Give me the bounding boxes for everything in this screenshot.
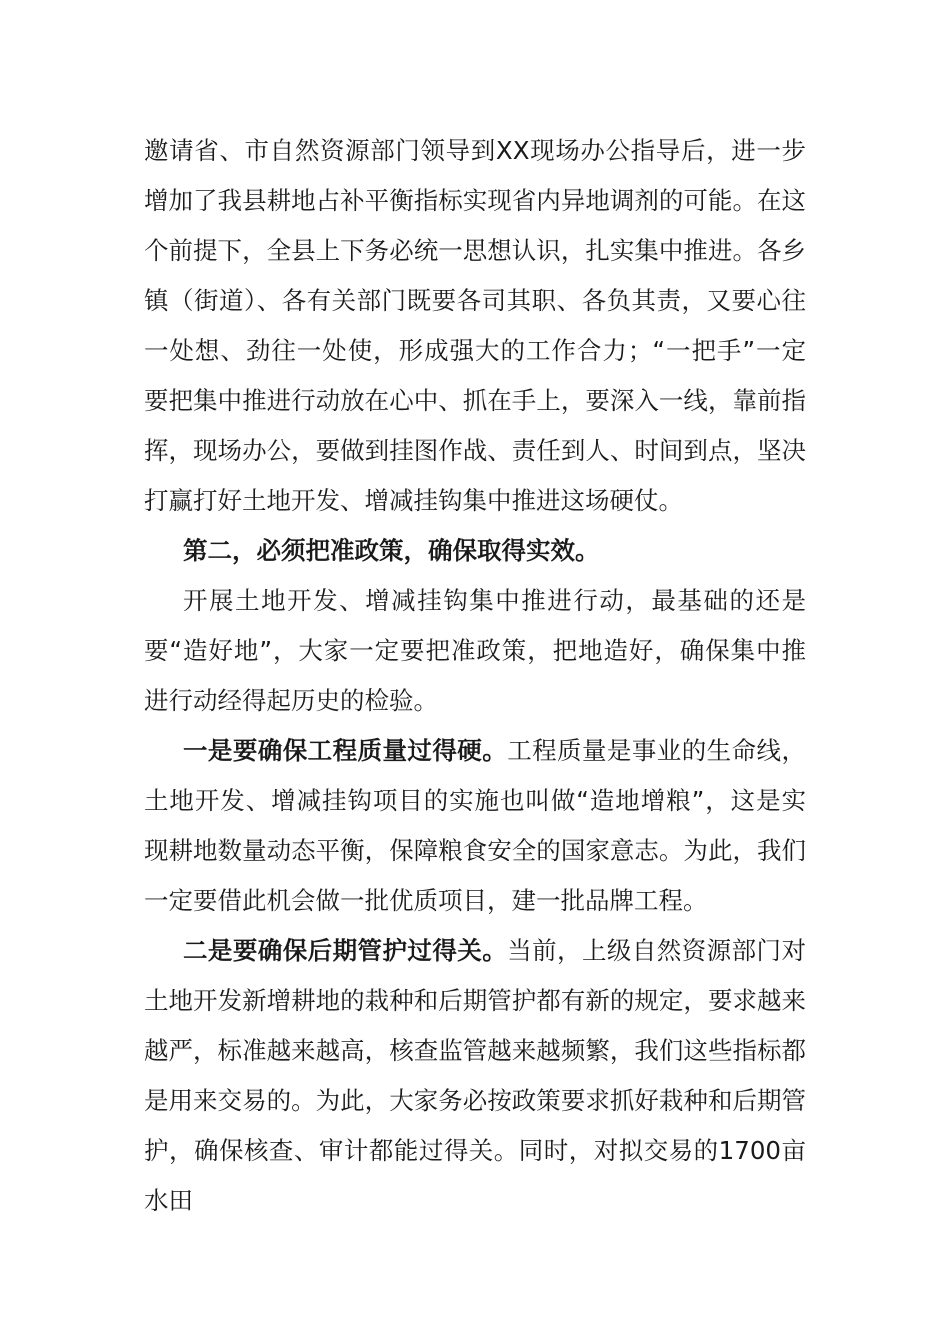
section-heading bbox=[144, 526, 806, 576]
paragraph-1 bbox=[144, 126, 806, 526]
section-heading-text: 第二，必须把准政策，确保取得实效。 bbox=[183, 536, 600, 565]
paragraph-5-text: 当前，上级自然资源部门对土地开发新增耕地的栽种和后期管护都有新的规定，要求越来越严，标准越来越高，核查监管越来越频繁，我们这些指标都是用来交易的。为此，大家务必按政策要求抓好栽种和后期管护，确保核查、审计都能过得关。同时，对拟交易的1700亩水田 bbox=[144, 936, 806, 1215]
paragraph-3-text: 开展土地开发、增减挂钩集中推进行动，最基础的还是要“造好地”，大家一定要把准政策，把地造好，确保集中推进行动经得起历史的检验。 bbox=[144, 586, 806, 715]
paragraph-5 bbox=[144, 926, 806, 1226]
paragraph-5-lead: 二是要确保后期管护过得关。 bbox=[183, 936, 508, 965]
paragraph-1-text: 邀请省、市自然资源部门领导到XX现场办公指导后，进一步增加了我县耕地占补平衡指标实现省内异地调剂的可能。在这个前提下，全县上下务必统一思想认识，扎实集中推进。各乡镇（街道）、各有关部门既要各司其职、各负其责，又要心往一处想、劲往一处使，形成强大的工作合力；“一把手”一定要把集中推进行动放在心中、抓在手上，要深入一线，靠前指挥，现场办公，要做到挂图作战、责任到人、时间到点，坚决打赢打好土地开发、增减挂钩集中推进这场硬仗。 bbox=[144, 136, 806, 515]
document-body bbox=[144, 126, 806, 1226]
paragraph-4 bbox=[144, 726, 806, 926]
paragraph-3 bbox=[144, 576, 806, 726]
paragraph-4-text: 工程质量是事业的生命线，土地开发、增减挂钩项目的实施也叫做“造地增粮”，这是实现耕地数量动态平衡，保障粮食安全的国家意志。为此，我们一定要借此机会做一批优质项目，建一批品牌工程。 bbox=[144, 736, 806, 915]
paragraph-4-lead: 一是要确保工程质量过得硬。 bbox=[183, 736, 508, 765]
